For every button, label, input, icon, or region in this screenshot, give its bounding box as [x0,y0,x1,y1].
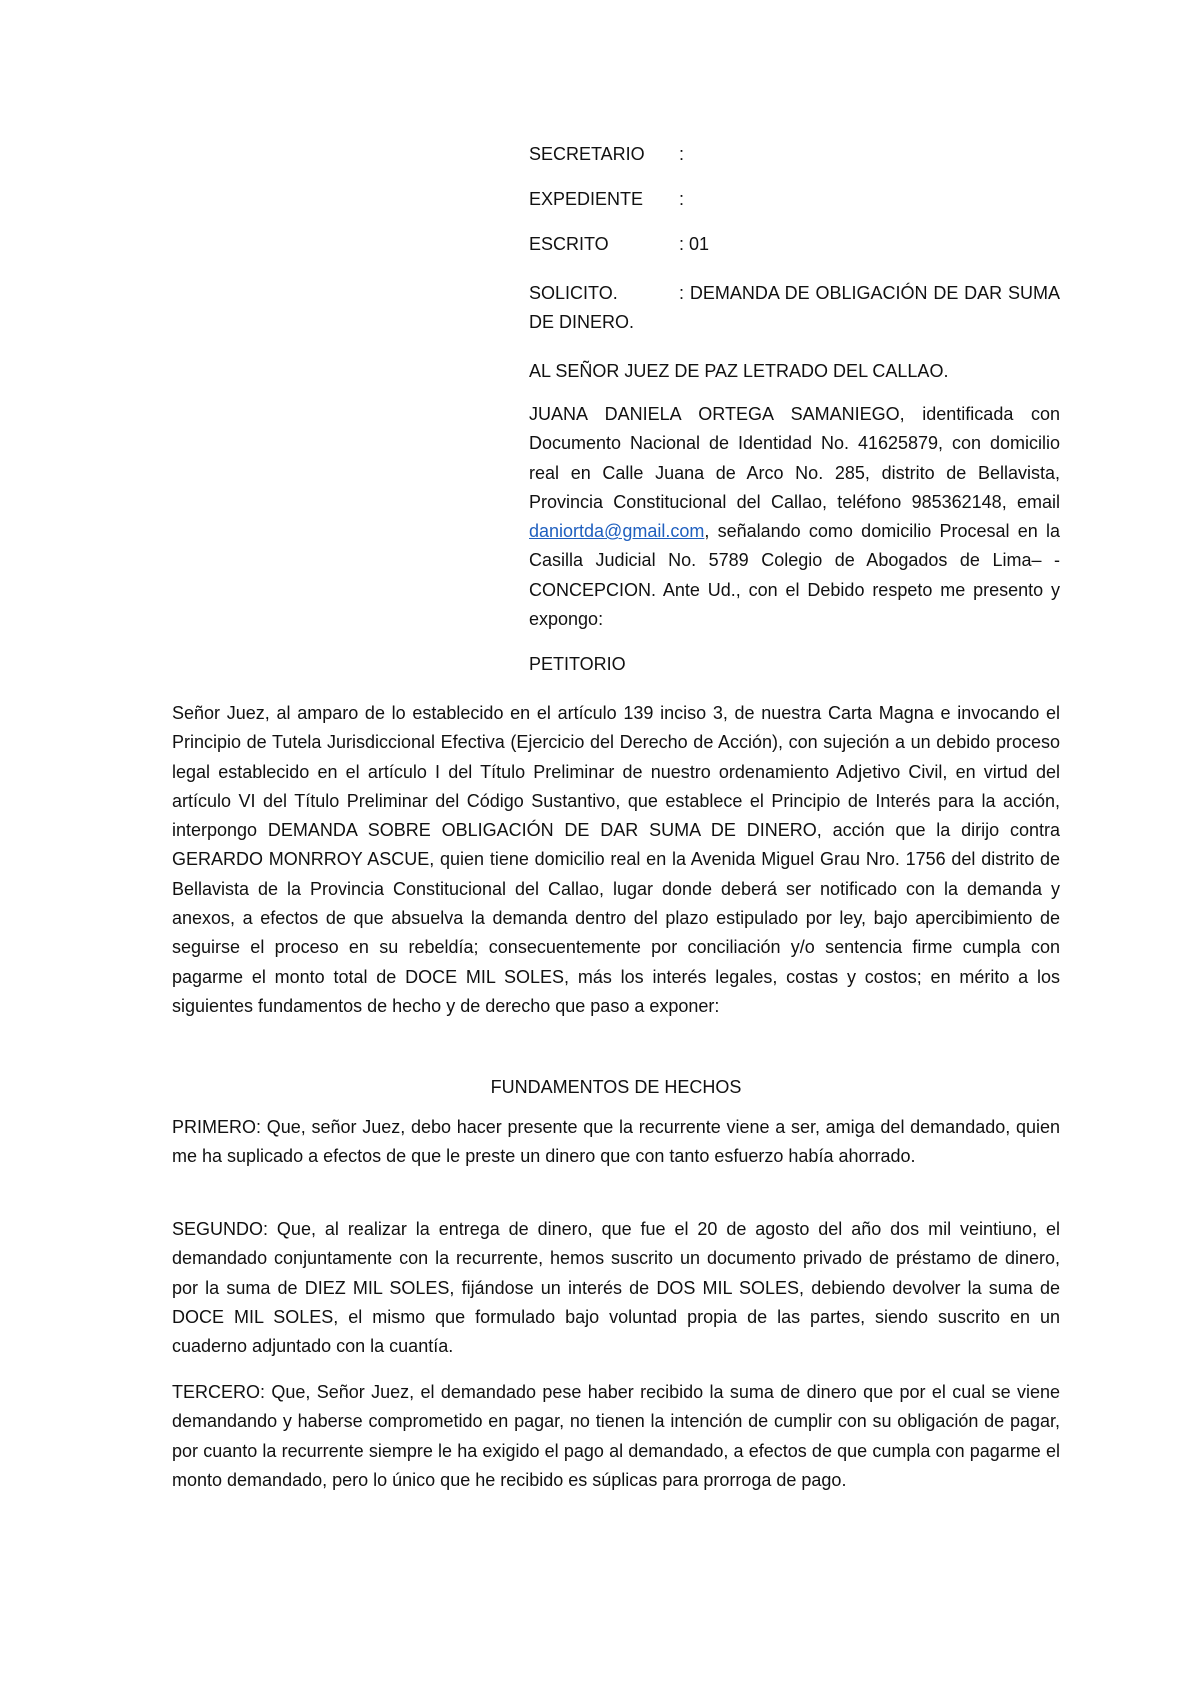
fundamentos-title: FUNDAMENTOS DE HECHOS [490,1077,742,1097]
expediente-label: EXPEDIENTE [529,189,644,209]
email-link[interactable]: daniortda@gmail.com [529,521,705,542]
solicito-value: : DEMANDA DE OBLIGACIÓN DE DAR SUMA DE DINERO. [529,283,1060,332]
tercero-paragraph: TERCERO: Que, Señor Juez, el demandado pese haber recibido la suma de dinero que por el cual se viene demandando y haberse comprometido en pagar, no tienen la intención de cumplir con su obligación de pagar, por cuanto la recurrente siempre le ha exigido el pago al demandado, a efectos de que cumpla con pagarme el monto demandado, pero lo único que he recibido es súplicas para prorroga de pago. [172,1382,1060,1490]
solicito-row [529,279,1060,337]
primero-paragraph: PRIMERO: Que, señor Juez, debo hacer presente que la recurrente viene a ser, amiga del demandado, quien me ha suplicado a efectos de que le preste un dinero que con tanto esfuerzo había ahorrado. [172,1117,1060,1167]
solicito-label: SOLICITO. [529,283,618,303]
petitorio-title: PETITORIO [529,654,626,674]
escrito-row [529,234,1060,279]
case-header [529,144,1060,337]
addressee: AL SEÑOR JUEZ DE PAZ LETRADO DEL CALLAO. [529,361,949,381]
secretario-value: : [679,144,685,164]
segundo-paragraph: SEGUNDO: Que, al realizar la entrega de dinero, que fue el 20 de agosto del año dos mil veintiuno, el demandado conjuntamente con la recurrente, hemos suscrito un documento privado de préstamo de dinero, por la suma de DIEZ MIL SOLES, fijándose un interés de DOS MIL SOLES, debiendo devolver la suma de DOCE MIL SOLES, el mismo que formulado bajo voluntad propia de las partes, siendo suscrito en un cuaderno adjuntado con la cuantía. [172,1219,1060,1357]
intro-text-before-email: JUANA DANIELA ORTEGA SAMANIEGO, identificada con Documento Nacional de Identidad No. 41625879, con domicilio real en Calle Juana de Arco No. 285, distrito de Bellavista, Provincia Constitucional del Callao, teléfono 985362148, email [529,404,1060,512]
escrito-value: : 01 [679,234,710,254]
petitorio-paragraph: Señor Juez, al amparo de lo establecido en el artículo 139 inciso 3, de nuestra Carta Magna e invocando el Principio de Tutela Jurisdiccional Efectiva (Ejercicio del Derecho de Acción), con sujeción a un debido proceso legal establecido en el artículo I del Título Preliminar de nuestro ordenamiento Adjetivo Civil, en virtud del artículo VI del Título Preliminar del Código Sustantivo, que establece el Principio de Interés para la acción, interpongo DEMANDA SOBRE OBLIGACIÓN DE DAR SUMA DE DINERO, acción que la dirijo contra GERARDO MONRROY ASCUE, quien tiene domicilio real en la Avenida Miguel Grau Nro. 1756 del distrito de Bellavista de la Provincia Constitucional del Callao, lugar donde deberá ser notificado con la demanda y anexos, a efectos de que absuelva la demanda dentro del plazo estipulado por ley, bajo apercibimiento de seguirse el proceso en su rebeldía; consecuentemente por conciliación y/o sentencia firme cumpla con pagarme el monto total de DOCE MIL SOLES, más los interés legales, costas y costos; en mérito a los siguientes fundamentos de hecho y de derecho que paso a exponer: [172,703,1060,1016]
expediente-row [529,189,1060,234]
expediente-value: : [679,189,685,209]
intro-paragraph [529,400,1060,634]
secretario-label: SECRETARIO [529,144,645,164]
secretario-row [529,144,1060,189]
escrito-label: ESCRITO [529,234,609,254]
intro-text-after-email: , señalando como domicilio Procesal en la Casilla Judicial No. 5789 Colegio de Abogados de Lima– -CONCEPCION. Ante Ud., con el Debido respeto me presento y expongo: [529,521,1060,630]
